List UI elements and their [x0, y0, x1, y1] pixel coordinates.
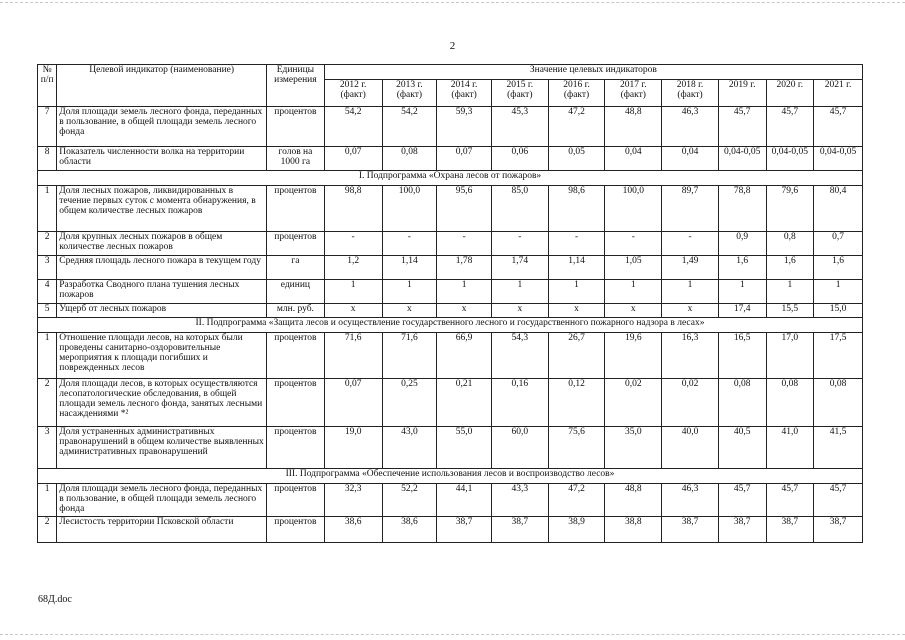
- unit-cell: процентов: [267, 427, 325, 469]
- value-cell: 47,2: [548, 484, 605, 517]
- value-cell: -: [662, 232, 719, 256]
- indicator-name: Лесистость территории Псковской области: [57, 516, 267, 542]
- indicator-name: Показатель численности волка на территории области: [57, 147, 267, 171]
- indicator-name: Отношение площади лесов, на которых были проведены санитарно-оздоровительные мероприятия к площади погибших и поврежденных лесов: [57, 333, 267, 379]
- table-row: [38, 304, 863, 318]
- row-number: 7: [38, 107, 57, 147]
- unit-cell: процентов: [267, 107, 325, 147]
- indicator-name: Доля площади земель лесного фонда, переданных в пользование, в общей площади земель лесного фонда: [57, 484, 267, 517]
- indicator-name: Ущерб от лесных пожаров: [57, 304, 267, 318]
- unit-cell: процентов: [267, 186, 325, 232]
- value-cell: 1,6: [814, 256, 863, 280]
- header-year: 2018 г. (факт): [662, 80, 719, 107]
- value-cell: 38,7: [662, 516, 719, 542]
- value-cell: 0,04: [662, 147, 719, 171]
- table-row: [38, 280, 863, 304]
- value-cell: 45,7: [766, 107, 814, 147]
- value-cell: 0,07: [324, 147, 382, 171]
- value-cell: 1: [662, 280, 719, 304]
- value-cell: 0,06: [491, 147, 548, 171]
- value-cell: 46,3: [662, 484, 719, 517]
- value-cell: 45,7: [766, 484, 814, 517]
- value-cell: 38,7: [766, 516, 814, 542]
- value-cell: 55,0: [437, 427, 492, 469]
- value-cell: 40,5: [718, 427, 766, 469]
- row-number: 4: [38, 280, 57, 304]
- value-cell: 1: [718, 280, 766, 304]
- value-cell: 1: [814, 280, 863, 304]
- value-cell: 66,9: [437, 333, 492, 379]
- value-cell: 38,8: [605, 516, 662, 542]
- value-cell: 0,25: [382, 379, 437, 427]
- header-year: 2014 г. (факт): [437, 80, 492, 107]
- value-cell: 1: [766, 280, 814, 304]
- value-cell: 60,0: [491, 427, 548, 469]
- value-cell: 38,9: [548, 516, 605, 542]
- value-cell: 38,7: [491, 516, 548, 542]
- header-unit: Единицы измерения: [267, 65, 325, 107]
- value-cell: 0,04-0,05: [718, 147, 766, 171]
- value-cell: 19,0: [324, 427, 382, 469]
- value-cell: 45,3: [491, 107, 548, 147]
- value-cell: 19,6: [605, 333, 662, 379]
- value-cell: 35,0: [605, 427, 662, 469]
- value-cell: 38,7: [814, 516, 863, 542]
- target-indicators-table: [37, 64, 863, 543]
- value-cell: 1: [605, 280, 662, 304]
- unit-cell: процентов: [267, 516, 325, 542]
- value-cell: 71,6: [382, 333, 437, 379]
- page-number: 2: [449, 40, 456, 52]
- table-body: [38, 65, 863, 543]
- value-cell: 1,74: [491, 256, 548, 280]
- value-cell: 98,8: [324, 186, 382, 232]
- unit-cell: процентов: [267, 379, 325, 427]
- table-row: [38, 107, 863, 147]
- table-row: [38, 379, 863, 427]
- section-title: I. Подпрограмма «Охрана лесов от пожаров»: [38, 171, 863, 186]
- value-cell: 1,2: [324, 256, 382, 280]
- value-cell: 17,4: [718, 304, 766, 318]
- value-cell: 79,6: [766, 186, 814, 232]
- indicator-name: Доля лесных пожаров, ликвидированных в течение первых суток с момента обнаружения, в общем количестве лесных пожаров: [57, 186, 267, 232]
- value-cell: 0,12: [548, 379, 605, 427]
- value-cell: 0,08: [766, 379, 814, 427]
- value-cell: 1: [548, 280, 605, 304]
- value-cell: 45,7: [718, 107, 766, 147]
- value-cell: 16,3: [662, 333, 719, 379]
- unit-cell: единиц: [267, 280, 325, 304]
- value-cell: 0,08: [814, 379, 863, 427]
- value-cell: 1: [382, 280, 437, 304]
- value-cell: 1,6: [718, 256, 766, 280]
- table-row: [38, 516, 863, 542]
- row-number: 2: [38, 516, 57, 542]
- section-heading-row: [38, 318, 863, 333]
- value-cell: 0,04-0,05: [814, 147, 863, 171]
- header-values-title: Значение целевых индикаторов: [324, 65, 862, 80]
- table-header-row: [38, 65, 863, 80]
- indicator-name: Доля площади земель лесного фонда, переданных в пользование, в общей площади земель лесного фонда: [57, 107, 267, 147]
- value-cell: 47,2: [548, 107, 605, 147]
- value-cell: 15,0: [814, 304, 863, 318]
- value-cell: -: [605, 232, 662, 256]
- value-cell: 32,3: [324, 484, 382, 517]
- value-cell: 1: [324, 280, 382, 304]
- table-row: [38, 232, 863, 256]
- indicator-name: Разработка Сводного плана тушения лесных пожаров: [57, 280, 267, 304]
- value-cell: 45,7: [814, 484, 863, 517]
- value-cell: 0,02: [662, 379, 719, 427]
- value-cell: 1: [437, 280, 492, 304]
- value-cell: 1: [491, 280, 548, 304]
- value-cell: 1,6: [766, 256, 814, 280]
- table-row: [38, 333, 863, 379]
- value-cell: 59,3: [437, 107, 492, 147]
- value-cell: 75,6: [548, 427, 605, 469]
- value-cell: 38,6: [324, 516, 382, 542]
- value-cell: 1,49: [662, 256, 719, 280]
- header-year: 2016 г. (факт): [548, 80, 605, 107]
- value-cell: 0,08: [382, 147, 437, 171]
- row-number: 3: [38, 427, 57, 469]
- value-cell: x: [662, 304, 719, 318]
- header-year: 2017 г. (факт): [605, 80, 662, 107]
- unit-cell: га: [267, 256, 325, 280]
- value-cell: -: [491, 232, 548, 256]
- row-number: 3: [38, 256, 57, 280]
- value-cell: 15,5: [766, 304, 814, 318]
- value-cell: 48,8: [605, 107, 662, 147]
- value-cell: 0,04: [605, 147, 662, 171]
- value-cell: 41,0: [766, 427, 814, 469]
- indicator-name: Доля крупных лесных пожаров в общем количестве лесных пожаров: [57, 232, 267, 256]
- row-number: 1: [38, 333, 57, 379]
- value-cell: 0,9: [718, 232, 766, 256]
- scan-bottom-edge: [0, 634, 905, 635]
- value-cell: 17,5: [814, 333, 863, 379]
- value-cell: 0,04-0,05: [766, 147, 814, 171]
- value-cell: 100,0: [605, 186, 662, 232]
- header-num: № п/п: [38, 65, 57, 107]
- header-year: 2013 г. (факт): [382, 80, 437, 107]
- value-cell: 71,6: [324, 333, 382, 379]
- value-cell: 0,05: [548, 147, 605, 171]
- value-cell: 17,0: [766, 333, 814, 379]
- value-cell: 98,6: [548, 186, 605, 232]
- value-cell: 0,07: [437, 147, 492, 171]
- value-cell: 78,8: [718, 186, 766, 232]
- value-cell: -: [548, 232, 605, 256]
- value-cell: x: [382, 304, 437, 318]
- value-cell: 45,7: [814, 107, 863, 147]
- value-cell: 38,7: [718, 516, 766, 542]
- indicator-name: Доля устраненных административных правонарушений в общем количестве выявленных административных правонарушений: [57, 427, 267, 469]
- table-row: [38, 427, 863, 469]
- value-cell: 85,0: [491, 186, 548, 232]
- row-number: 1: [38, 186, 57, 232]
- section-title: III. Подпрограмма «Обеспечение использования лесов и воспроизводство лесов»: [38, 469, 863, 484]
- value-cell: 46,3: [662, 107, 719, 147]
- row-number: 1: [38, 484, 57, 517]
- unit-cell: млн. руб.: [267, 304, 325, 318]
- header-year: 2015 г. (факт): [491, 80, 548, 107]
- section-heading-row: [38, 171, 863, 186]
- section-heading-row: [38, 469, 863, 484]
- value-cell: 80,4: [814, 186, 863, 232]
- value-cell: 54,2: [382, 107, 437, 147]
- value-cell: 45,7: [718, 484, 766, 517]
- value-cell: 54,3: [491, 333, 548, 379]
- value-cell: 1,78: [437, 256, 492, 280]
- value-cell: 1,05: [605, 256, 662, 280]
- unit-cell: процентов: [267, 333, 325, 379]
- value-cell: 54,2: [324, 107, 382, 147]
- unit-cell: процентов: [267, 484, 325, 517]
- value-cell: 38,6: [382, 516, 437, 542]
- value-cell: 0,7: [814, 232, 863, 256]
- value-cell: 43,0: [382, 427, 437, 469]
- unit-cell: процентов: [267, 232, 325, 256]
- value-cell: 43,3: [491, 484, 548, 517]
- value-cell: 89,7: [662, 186, 719, 232]
- value-cell: x: [605, 304, 662, 318]
- value-cell: x: [437, 304, 492, 318]
- value-cell: 38,7: [437, 516, 492, 542]
- table-row: [38, 186, 863, 232]
- indicator-name: Средняя площадь лесного пожара в текущем году: [57, 256, 267, 280]
- value-cell: -: [437, 232, 492, 256]
- value-cell: 100,0: [382, 186, 437, 232]
- row-number: 2: [38, 379, 57, 427]
- unit-cell: голов на 1000 га: [267, 147, 325, 171]
- value-cell: 95,6: [437, 186, 492, 232]
- value-cell: -: [382, 232, 437, 256]
- value-cell: x: [491, 304, 548, 318]
- value-cell: 48,8: [605, 484, 662, 517]
- table-row: [38, 147, 863, 171]
- value-cell: 0,21: [437, 379, 492, 427]
- header-year: 2012 г. (факт): [324, 80, 382, 107]
- value-cell: 40,0: [662, 427, 719, 469]
- value-cell: -: [324, 232, 382, 256]
- table-row: [38, 256, 863, 280]
- value-cell: 52,2: [382, 484, 437, 517]
- row-number: 2: [38, 232, 57, 256]
- value-cell: 0,08: [718, 379, 766, 427]
- header-year: 2020 г.: [766, 80, 814, 107]
- value-cell: 41,5: [814, 427, 863, 469]
- table-row: [38, 484, 863, 517]
- value-cell: 0,8: [766, 232, 814, 256]
- indicator-name: Доля площади лесов, в которых осуществляются лесопатологические обследования, в общей площади земель лесного фонда, занятых лесными насаждениями *²: [57, 379, 267, 427]
- document-filename: 68Д.doc: [38, 594, 72, 605]
- value-cell: 44,1: [437, 484, 492, 517]
- value-cell: 0,16: [491, 379, 548, 427]
- value-cell: 0,07: [324, 379, 382, 427]
- value-cell: 26,7: [548, 333, 605, 379]
- row-number: 8: [38, 147, 57, 171]
- value-cell: x: [324, 304, 382, 318]
- header-year: 2019 г.: [718, 80, 766, 107]
- value-cell: 1,14: [548, 256, 605, 280]
- header-year: 2021 г.: [814, 80, 863, 107]
- value-cell: 16,5: [718, 333, 766, 379]
- scan-top-edge: [0, 2, 905, 3]
- value-cell: x: [548, 304, 605, 318]
- row-number: 5: [38, 304, 57, 318]
- header-indicator: Целевой индикатор (наименование): [57, 65, 267, 107]
- value-cell: 0,02: [605, 379, 662, 427]
- value-cell: 1,14: [382, 256, 437, 280]
- section-title: II. Подпрограмма «Защита лесов и осуществление государственного лесного и государственного пожарного надзора в лесах»: [38, 318, 863, 333]
